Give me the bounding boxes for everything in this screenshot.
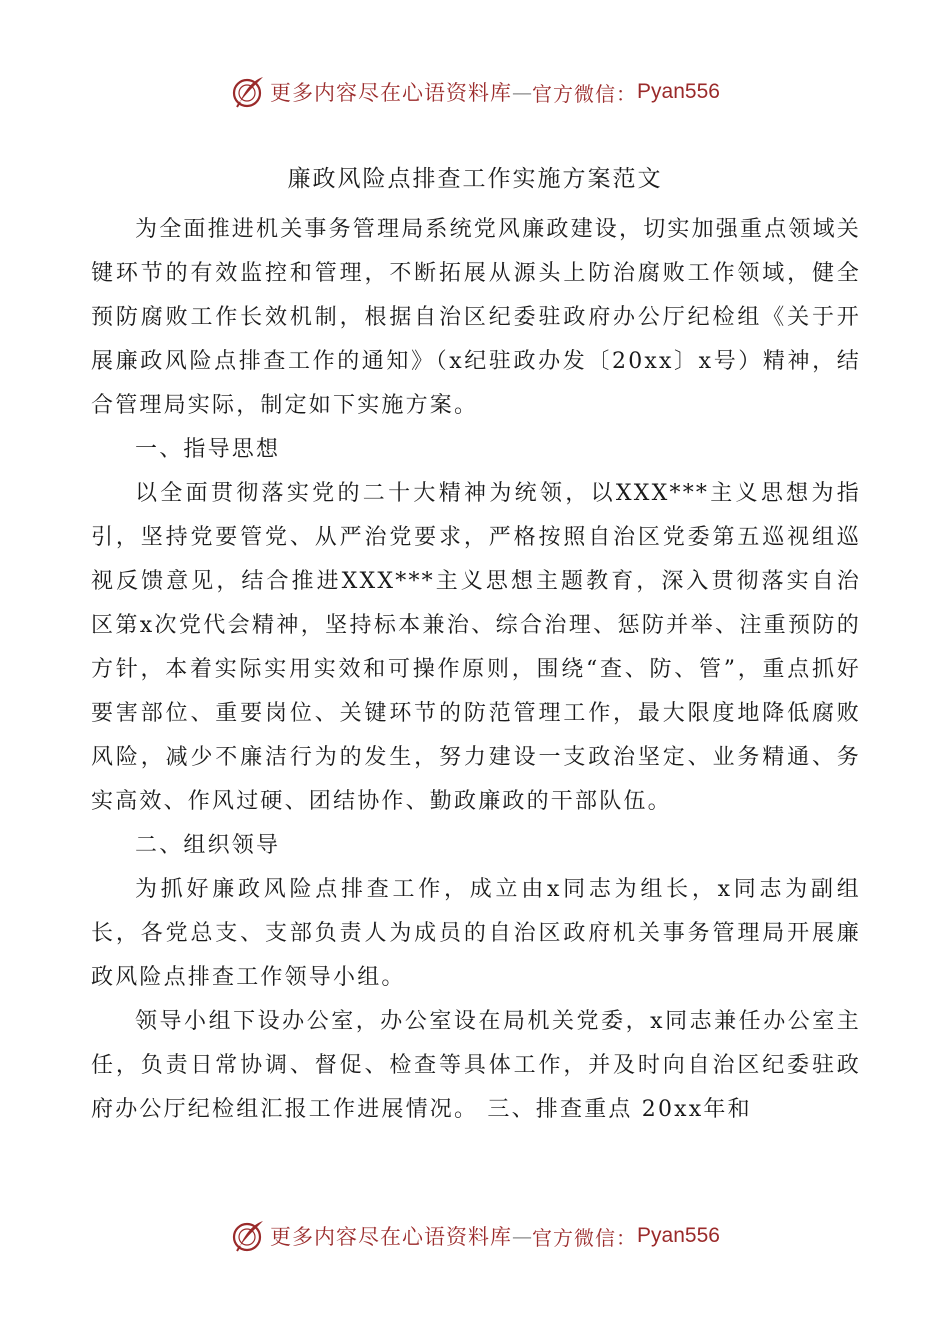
document-title: 廉政风险点排查工作实施方案范文 <box>287 166 663 192</box>
banner-wechat-id: Pyan556 <box>637 1224 720 1247</box>
document-body <box>91 208 861 1132</box>
banner-main-text: 更多内容尽在心语资料库 <box>270 1225 513 1249</box>
header-watermark-banner <box>0 72 950 112</box>
banner-wechat-id: Pyan556 <box>637 80 720 103</box>
banner-separator: — <box>512 80 533 104</box>
section-heading-guiding-ideology: 一、指导思想 <box>135 437 281 462</box>
banner-separator: — <box>512 1224 533 1248</box>
section-heading-organization: 二、组织领导 <box>135 833 281 858</box>
quill-logo-icon <box>230 74 266 110</box>
office-paragraph: 领导小组下设办公室，办公室设在局机关党委，x同志兼任办公室主任，负责日常协调、督促、检查等具体工作，并及时向自治区纪委驻政府办公厅纪检组汇报工作进展情况。 三、排查重点 20xx年和 <box>91 1009 861 1122</box>
banner-wechat-label: 官方微信： <box>532 1225 638 1250</box>
organization-paragraph: 为抓好廉政风险点排查工作，成立由x同志为组长，x同志为副组长，各党总支、支部负责人为成员的自治区政府机关事务管理局开展廉政风险点排查工作领导小组。 <box>91 877 861 990</box>
guiding-ideology-paragraph: 以全面贯彻落实党的二十大精神为统领，以XXX***主义思想为指引，坚持党要管党、从严治党要求，严格按照自治区党委第五巡视组巡视反馈意见，结合推进XXX***主义思想主题教育，深入贯彻落实自治区第x次党代会精神，坚持标本兼治、综合治理、惩防并举、注重预防的方针，本着实际实用实效和可操作原则，围绕“查、防、管”，重点抓好要害部位、重要岗位、关键环节的防范管理工作，最大限度地降低腐败风险，减少不廉洁行为的发生，努力建设一支政治坚定、业务精通、务实高效、作风过硬、团结协作、勤政廉政的干部队伍。 <box>91 481 861 814</box>
banner-wechat-label: 官方微信： <box>532 81 638 106</box>
banner-main-text: 更多内容尽在心语资料库 <box>270 81 513 105</box>
quill-logo-icon <box>230 1218 266 1254</box>
intro-paragraph: 为全面推进机关事务管理局系统党风廉政建设，切实加强重点领域关键环节的有效监控和管理，不断拓展从源头上防治腐败工作领域，健全预防腐败工作长效机制，根据自治区纪委驻政府办公厅纪检组《关于开展廉政风险点排查工作的通知》（x纪驻政办发〔20xx〕x号）精神，结合管理局实际，制定如下实施方案。 <box>91 217 862 418</box>
footer-watermark-banner <box>0 1216 950 1256</box>
